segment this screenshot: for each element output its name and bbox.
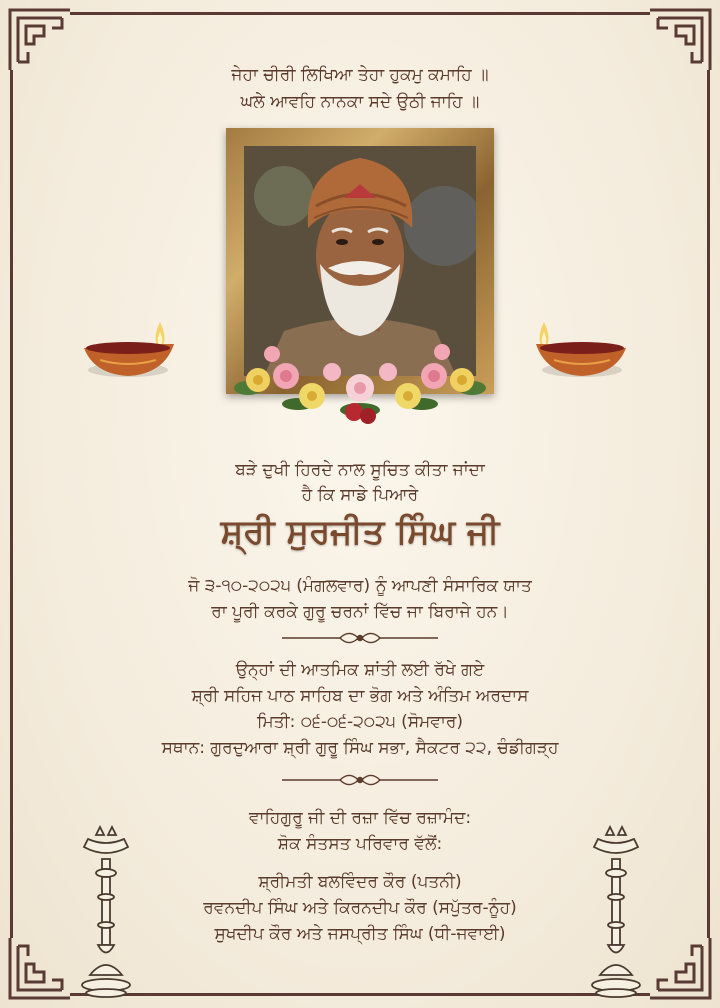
- ceremony-date: ਮਿਤੀ: ੦੬-੦੬-੨੦੨੫ (ਸੋਮਵਾਰ): [256, 712, 464, 732]
- border-bottom: [70, 993, 650, 996]
- flourish-divider-icon: [280, 770, 440, 790]
- family-member-2: ਰਵਨਦੀਪ ਸਿੰਘ ਅਤੇ ਕਿਰਨਦੀਪ ਕੌਰ (ਸਪੁੱਤਰ-ਨੂੰਹ): [203, 898, 517, 918]
- intro-line-2: ਹੈ ਕਿ ਸਾਡੇ ਪਿਆਰੇ: [301, 485, 419, 505]
- diya-lamp-icon: [532, 300, 632, 400]
- diya-lamp-icon: [78, 300, 178, 400]
- ceremony-details: [0, 657, 720, 761]
- verse-line-1: ਜੇਹਾ ਚੀਰੀ ਲਿਖਿਆ ਤੇਹਾ ਹੁਕਮੁ ਕਮਾਹਿ ॥: [231, 65, 489, 85]
- passing-line-2: ਰਾ ਪੂਰੀ ਕਰਕੇ ਗੁਰੂ ਚਰਨਾਂ ਵਿੱਚ ਜਾ ਬਿਰਾਜੇ ਹਨ।: [211, 602, 509, 622]
- family-member-1: ਸ਼੍ਰੀਮਤੀ ਬਲਵਿੰਦਰ ਕੌਰ (ਪਤਨੀ): [258, 872, 462, 892]
- brass-oil-lamp-icon: [76, 825, 136, 1000]
- intro-line-1: ਬੜੇ ਦੁਖੀ ਹਿਰਦੇ ਨਾਲ ਸੂਚਿਤ ਕੀਤਾ ਜਾਂਦਾ: [235, 460, 485, 480]
- ceremony-venue: ਸਥਾਨ: ਗੁਰਦੁਆਰਾ ਸ਼੍ਰੀ ਗੁਰੂ ਸਿੰਘ ਸਭਾ, ਸੈਕਟਰ ੨੨, ਚੰਡੀਗੜ੍ਹ: [161, 738, 559, 758]
- family-member-3: ਸੁਖਦੀਪ ਕੌਰ ਅਤੇ ਜਸਪ੍ਰੀਤ ਸਿੰਘ (ਧੀ-ਜਵਾਈ): [214, 924, 506, 944]
- brass-oil-lamp-icon: [586, 825, 646, 1000]
- verse-line-2: ਘਲੇ ਆਵਹਿ ਨਾਨਕਾ ਸਦੇ ਉਠੀ ਜਾਹਿ ॥: [240, 92, 480, 112]
- family-line-1: ਵਾਹਿਗੁਰੂ ਜੀ ਦੀ ਰਜ਼ਾ ਵਿੱਚ ਰਜ਼ਾਮੰਦ:: [248, 808, 472, 828]
- ceremony-line-1: ਉਨ੍ਹਾਂ ਦੀ ਆਤਮਿਕ ਸ਼ਾਂਤੀ ਲਈ ਰੱਖੇ ਗਏ: [235, 660, 485, 680]
- ceremony-line-2: ਸ਼੍ਰੀ ਸਹਿਜ ਪਾਠ ਸਾਹਿਬ ਦਾ ਭੋਗ ਅਤੇ ਅੰਤਿਮ ਅਰਦਾਸ: [191, 686, 529, 706]
- flourish-divider-icon: [280, 628, 440, 648]
- passing-line-1: ਜੋ ੩-੧੦-੨੦੨੫ (ਮੰਗਲਵਾਰ) ਨੂੰ ਆਪਣੀ ਸੰਸਾਰਿਕ ਯਾਤ: [188, 576, 532, 596]
- passing-notice: [0, 573, 720, 625]
- announcement-intro: [0, 458, 720, 508]
- gurbani-verse: [0, 62, 720, 116]
- family-line-2: ਸ਼ੋਕ ਸੰਤਸਤ ਪਰਿਵਾਰ ਵੱਲੋਂ:: [277, 834, 443, 854]
- border-top: [70, 12, 650, 15]
- deceased-name: ਸ਼੍ਰੀ ਸੁਰਜੀਤ ਸਿੰਘ ਜੀ: [220, 512, 500, 552]
- flower-garland-icon: [228, 336, 492, 434]
